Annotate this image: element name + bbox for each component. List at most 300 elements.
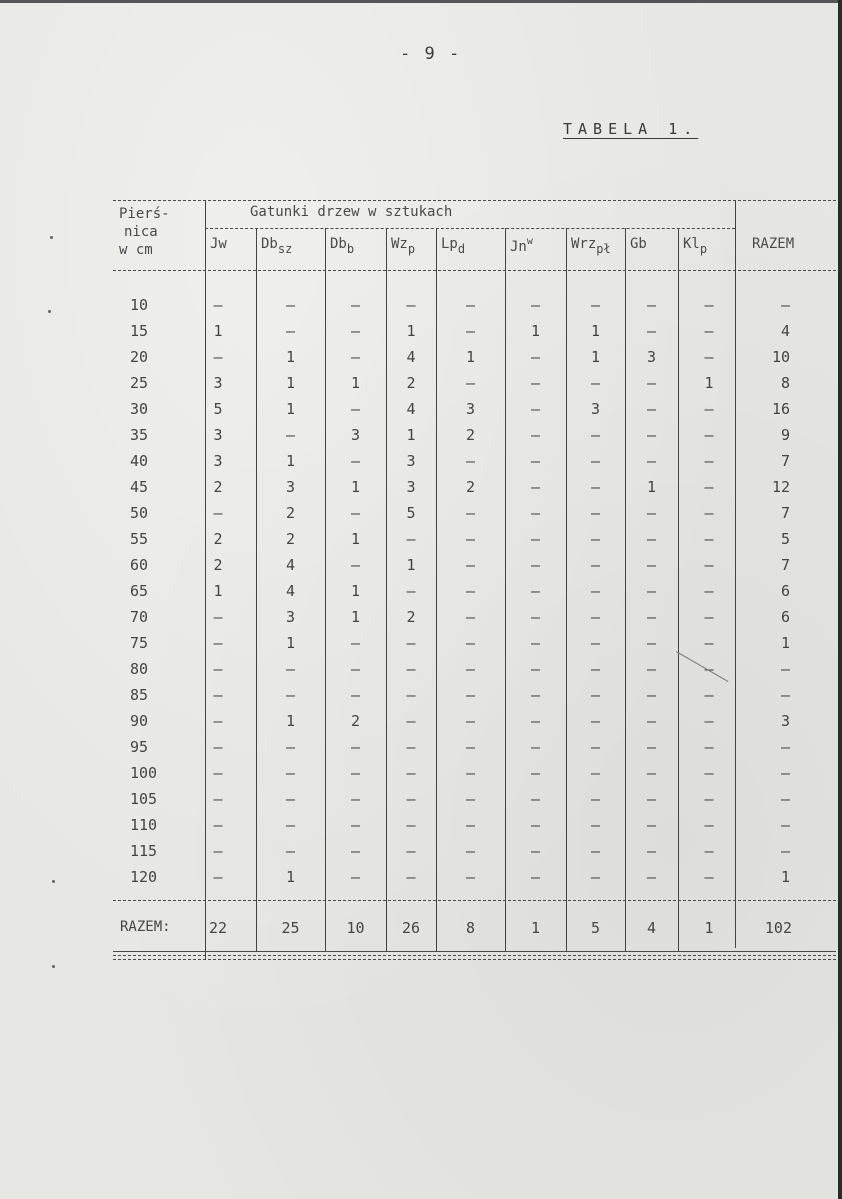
table-cell: – (213, 608, 223, 626)
table-cell: – (350, 634, 361, 652)
column-divider (505, 228, 506, 952)
table-cell: – (530, 504, 541, 522)
species-name: Lp (441, 236, 458, 252)
table-cell: – (530, 868, 541, 886)
species-header (261, 236, 292, 256)
dbh-cell: 120 (130, 868, 158, 886)
table-cell: – (530, 660, 541, 678)
table-cell: 2 (406, 374, 416, 392)
species-name: Wz (391, 236, 408, 252)
dbh-cell: 55 (130, 530, 149, 548)
table-cell: – (530, 478, 541, 496)
table-cell: – (213, 868, 223, 886)
species-name: Gb (630, 236, 647, 252)
table-cell: – (350, 504, 361, 522)
rule-footer-bottom-3 (113, 959, 836, 960)
table-cell: 1 (350, 530, 361, 548)
table-cell: – (406, 686, 416, 704)
table-cell: – (646, 582, 657, 600)
total-cell: – (780, 842, 790, 860)
table-cell: – (704, 842, 714, 860)
table-cell: – (465, 842, 476, 860)
table-cell: – (590, 764, 601, 782)
table-cell: 1 (406, 426, 416, 444)
table-cell: – (285, 764, 296, 782)
table-cell: – (406, 842, 416, 860)
total-cell: – (780, 764, 790, 782)
table-cell: 3 (350, 426, 361, 444)
table-cell: – (350, 790, 361, 808)
species-subscript: d (457, 242, 466, 256)
table-cell: – (213, 634, 223, 652)
total-cell: – (780, 296, 790, 314)
table-cell: – (530, 634, 541, 652)
dbh-cell: 95 (130, 738, 149, 756)
table-cell: – (406, 868, 416, 886)
rule-species-header (205, 228, 735, 229)
column-divider (566, 228, 567, 952)
species-name: Db (330, 236, 347, 252)
total-cell: 3 (780, 712, 790, 730)
table-cell: 4 (406, 400, 416, 418)
table-cell: – (646, 712, 657, 730)
table-cell: – (285, 816, 296, 834)
table-cell: 1 (590, 348, 601, 366)
table-cell: – (530, 764, 541, 782)
total-cell: 6 (780, 582, 790, 600)
table-cell: – (465, 738, 476, 756)
table-cell: – (530, 348, 541, 366)
table-cell: – (465, 452, 476, 470)
footer-label: RAZEM: (120, 919, 171, 935)
table-cell: – (285, 842, 296, 860)
table-cell: – (465, 660, 476, 678)
table-cell: – (590, 634, 601, 652)
total-cell: – (780, 686, 790, 704)
table-cell: – (530, 816, 541, 834)
table-cell: – (646, 322, 657, 340)
dbh-cell: 10 (130, 296, 149, 314)
table-cell: – (590, 374, 601, 392)
footer-cell: 26 (401, 919, 421, 937)
table-cell: – (406, 634, 416, 652)
table-cell: – (350, 868, 361, 886)
species-header (391, 236, 415, 256)
table-cell: – (646, 608, 657, 626)
table-cell: – (465, 296, 476, 314)
species-name: Db (261, 236, 278, 252)
rule-footer-bottom (113, 951, 836, 952)
table-cell: – (530, 608, 541, 626)
table-cell: – (285, 322, 296, 340)
table-cell: – (646, 868, 657, 886)
table-cell: – (590, 790, 601, 808)
table-cell: 2 (406, 608, 416, 626)
table-cell: 4 (406, 348, 416, 366)
table-cell: 2 (285, 530, 296, 548)
table-cell: – (285, 738, 296, 756)
table-cell: 1 (704, 374, 714, 392)
table-cell: 1 (350, 582, 361, 600)
table-cell: – (704, 660, 714, 678)
table-cell: – (406, 660, 416, 678)
total-cell: 6 (780, 608, 790, 626)
table-cell: – (646, 530, 657, 548)
table-cell: 1 (350, 478, 361, 496)
species-header (630, 236, 647, 252)
table-cell: – (590, 816, 601, 834)
table-cell: 3 (406, 452, 416, 470)
table-cell: – (646, 452, 657, 470)
column-divider (436, 228, 437, 952)
total-cell: 5 (780, 530, 790, 548)
total-cell: 1 (780, 868, 790, 886)
table-cell: 5 (213, 400, 223, 418)
dbh-header-line2: nica (124, 224, 158, 240)
table-cell: – (590, 608, 601, 626)
table-cell: 4 (285, 582, 296, 600)
total-cell: 12 (771, 478, 790, 496)
table-cell: 2 (465, 426, 476, 444)
table-cell: – (406, 816, 416, 834)
table-cell: – (285, 426, 296, 444)
species-name: Jw (210, 236, 227, 252)
table-cell: 1 (285, 634, 296, 652)
table-cell: – (646, 816, 657, 834)
table-cell: – (406, 790, 416, 808)
table-cell: – (465, 816, 476, 834)
table-cell: – (704, 296, 714, 314)
table-cell: – (213, 764, 223, 782)
table-cell: – (530, 582, 541, 600)
table-cell: – (646, 504, 657, 522)
table-cell: – (704, 634, 714, 652)
table-cell: – (350, 452, 361, 470)
total-cell: 8 (780, 374, 790, 392)
table-cell: – (350, 686, 361, 704)
table-cell: – (465, 374, 476, 392)
table-cell: 1 (285, 452, 296, 470)
table-cell: – (406, 764, 416, 782)
footer-cell: 1 (530, 919, 541, 937)
table-cell: 1 (646, 478, 657, 496)
footer-cell: 25 (281, 919, 300, 937)
total-cell: – (780, 738, 790, 756)
table-cell: 3 (590, 400, 601, 418)
table-cell: – (646, 426, 657, 444)
table-cell: – (590, 296, 601, 314)
total-cell: – (780, 660, 790, 678)
table-cell: – (350, 296, 361, 314)
table-cell: – (704, 582, 714, 600)
rule-top (113, 200, 836, 201)
table-cell: 1 (213, 322, 223, 340)
footer-cell: 22 (208, 919, 228, 937)
table-cell: – (530, 556, 541, 574)
table-cell: – (704, 530, 714, 548)
footer-cell: 10 (346, 919, 365, 937)
footer-total: 102 (764, 919, 792, 937)
total-header: RAZEM (752, 236, 795, 252)
dbh-cell: 30 (130, 400, 149, 418)
total-cell: 7 (780, 452, 790, 470)
table-cell: 1 (465, 348, 476, 366)
table-cell: – (213, 660, 223, 678)
species-header (441, 236, 465, 256)
table-cell: – (646, 764, 657, 782)
table-cell: 3 (646, 348, 657, 366)
total-cell: 7 (780, 504, 790, 522)
table-cell: – (704, 426, 714, 444)
table-cell: – (350, 816, 361, 834)
total-cell: 10 (771, 348, 790, 366)
table-cell: 3 (465, 400, 476, 418)
species-header (330, 236, 354, 256)
species-name: Kl (683, 236, 700, 252)
table-cell: – (704, 556, 714, 574)
column-divider (256, 228, 257, 952)
table-cell: – (646, 790, 657, 808)
table-cell: – (590, 686, 601, 704)
table-cell: – (646, 400, 657, 418)
species-subscript: p (699, 242, 708, 256)
species-name: Wrz (571, 236, 597, 252)
dbh-cell: 65 (130, 582, 149, 600)
table-cell: – (465, 322, 476, 340)
table-cell: – (213, 686, 223, 704)
table-cell: – (646, 374, 657, 392)
total-cell: 1 (780, 634, 790, 652)
table-cell: – (590, 660, 601, 678)
table-cell: 5 (406, 504, 416, 522)
footer-cell: 5 (590, 919, 601, 937)
table-cell: 1 (350, 608, 361, 626)
table-cell: – (406, 582, 416, 600)
table-cell: – (285, 296, 296, 314)
table-cell: 1 (213, 582, 223, 600)
table-cell: – (590, 868, 601, 886)
column-divider (625, 228, 626, 952)
table-cell: 2 (465, 478, 476, 496)
table-cell: — (646, 660, 657, 678)
table-cell: – (704, 712, 714, 730)
table-cell: – (530, 400, 541, 418)
table-cell: – (350, 400, 361, 418)
dbh-cell: 115 (130, 842, 158, 860)
species-subscript: sz (277, 242, 293, 256)
table-cell: – (590, 530, 601, 548)
species-header (510, 236, 533, 255)
table-cell: 1 (285, 348, 296, 366)
table-cell: – (213, 790, 223, 808)
total-cell: 4 (780, 322, 790, 340)
dbh-header-line3: w cm (119, 242, 153, 258)
species-header (210, 236, 227, 252)
table-cell: – (530, 452, 541, 470)
table-cell: – (530, 790, 541, 808)
table-cell: – (465, 712, 476, 730)
table-cell: – (350, 556, 361, 574)
table-cell: – (465, 608, 476, 626)
table-cell: – (285, 686, 296, 704)
column-divider (735, 200, 736, 948)
table-cell: 2 (285, 504, 296, 522)
table-cell: – (350, 738, 361, 756)
table-cell: 1 (590, 322, 601, 340)
dbh-cell: 90 (130, 712, 149, 730)
table-cell: – (530, 686, 541, 704)
table-cell: – (213, 348, 223, 366)
dbh-header-line1: Pierś- (119, 206, 170, 222)
page-number: - 9 - (400, 44, 462, 64)
table-cell: – (646, 738, 657, 756)
total-cell: – (780, 790, 790, 808)
column-divider (386, 228, 387, 952)
table-cell: – (590, 452, 601, 470)
table-cell: 2 (213, 556, 223, 574)
table-cell: – (406, 530, 416, 548)
table-cell: – (530, 530, 541, 548)
dbh-cell: 80 (130, 660, 149, 678)
table-cell: 1 (406, 322, 416, 340)
table-cell: – (530, 712, 541, 730)
table-cell: – (704, 868, 714, 886)
table-cell: 2 (213, 530, 223, 548)
table-cell: – (590, 556, 601, 574)
total-cell: 16 (771, 400, 790, 418)
table-cell: – (213, 504, 223, 522)
dbh-cell: 50 (130, 504, 149, 522)
table-cell: – (704, 322, 714, 340)
table-cell: 3 (285, 608, 296, 626)
rule-header-bottom (113, 270, 836, 271)
table-cell: – (530, 842, 541, 860)
table-cell: – (465, 790, 476, 808)
table-cell: – (213, 738, 223, 756)
table-cell: 1 (530, 322, 541, 340)
table-cell: – (465, 764, 476, 782)
table-cell: 2 (213, 478, 223, 496)
table-cell: – (465, 504, 476, 522)
column-divider (325, 228, 326, 952)
table-title: TABELA 1. (563, 120, 699, 138)
species-header (683, 236, 707, 256)
table-cell: – (530, 374, 541, 392)
table-cell: – (590, 712, 601, 730)
table-cell: – (465, 582, 476, 600)
dbh-cell: 45 (130, 478, 149, 496)
table-cell: – (465, 868, 476, 886)
table-cell: – (646, 842, 657, 860)
table-cell: – (704, 764, 714, 782)
total-cell: 7 (780, 556, 790, 574)
dbh-cell: 70 (130, 608, 149, 626)
table-cell: 1 (285, 400, 296, 418)
dbh-cell: 60 (130, 556, 149, 574)
table-cell: – (590, 426, 601, 444)
dbh-cell: 25 (130, 374, 149, 392)
table-cell: – (590, 478, 601, 496)
species-subscript: b (346, 242, 355, 256)
table-cell: – (590, 504, 601, 522)
table-cell: 1 (350, 374, 361, 392)
table-cell: – (530, 426, 541, 444)
table-cell: – (213, 842, 223, 860)
table-cell: – (350, 660, 361, 678)
table-cell: – (350, 842, 361, 860)
rule-footer-bottom-2 (113, 955, 836, 956)
rule-footer-top (113, 900, 836, 901)
table-cell: – (646, 686, 657, 704)
table-cell: 3 (213, 426, 223, 444)
table-cell: – (704, 790, 714, 808)
table-cell: – (350, 322, 361, 340)
table-cell: – (530, 296, 541, 314)
table-cell: – (465, 556, 476, 574)
dbh-cell: 15 (130, 322, 149, 340)
dbh-cell: 75 (130, 634, 149, 652)
species-group-header: Gatunki drzew w sztukach (250, 204, 453, 220)
footer-cell: 8 (465, 919, 476, 937)
total-cell: 9 (780, 426, 790, 444)
table-cell: – (704, 504, 714, 522)
table-cell: – (465, 530, 476, 548)
table-cell: 1 (406, 556, 416, 574)
column-divider (678, 228, 679, 952)
table-cell: 4 (285, 556, 296, 574)
species-superscript: w (526, 236, 533, 247)
dbh-cell: 40 (130, 452, 149, 470)
table-cell: – (406, 296, 416, 314)
table-cell: – (465, 686, 476, 704)
table-cell: – (646, 556, 657, 574)
dbh-cell: 35 (130, 426, 149, 444)
table-cell: – (590, 582, 601, 600)
table-cell: – (213, 816, 223, 834)
species-name: Jn (510, 239, 527, 255)
table-cell: – (704, 816, 714, 834)
table-cell: – (704, 608, 714, 626)
table-cell: 1 (285, 712, 296, 730)
table-cell: – (406, 712, 416, 730)
dbh-cell: 100 (130, 764, 158, 782)
table-cell: – (406, 738, 416, 756)
footer-cell: 1 (704, 919, 714, 937)
table-cell: – (704, 452, 714, 470)
table-cell: – (285, 790, 296, 808)
table-cell: – (704, 686, 714, 704)
total-cell: – (780, 816, 790, 834)
footer-cell: 4 (646, 919, 657, 937)
table-cell: 1 (285, 868, 296, 886)
dbh-cell: 85 (130, 686, 149, 704)
dbh-cell: 110 (130, 816, 158, 834)
table-cell: – (465, 634, 476, 652)
table-cell: – (590, 738, 601, 756)
species-subscript: p (407, 242, 416, 256)
table-cell: 3 (213, 374, 223, 392)
table-cell: 1 (285, 374, 296, 392)
table-cell: – (646, 634, 657, 652)
table-cell: – (646, 296, 657, 314)
table-cell: – (590, 842, 601, 860)
table-cell: – (704, 738, 714, 756)
dbh-cell: 20 (130, 348, 149, 366)
table-cell: – (704, 478, 714, 496)
table-cell: – (213, 712, 223, 730)
table-cell: – (530, 738, 541, 756)
table-cell: – (704, 348, 714, 366)
